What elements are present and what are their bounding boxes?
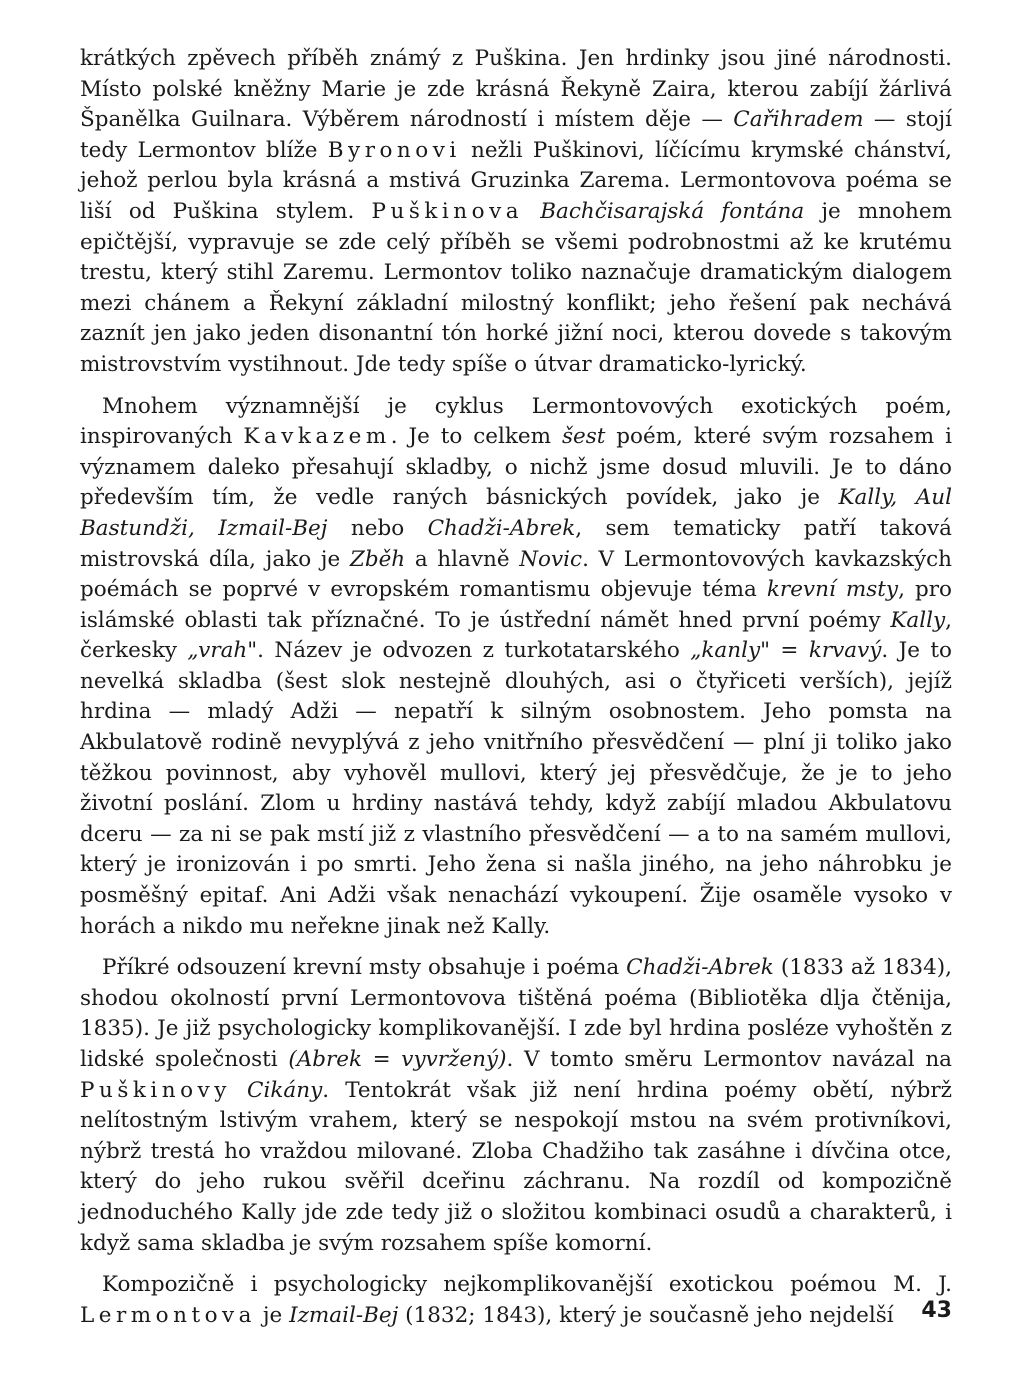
spaced-emphasis-run: Puškinova bbox=[371, 198, 524, 224]
text-run: je mnohem epičtější, vypravuje se zde celý příběh se všemi podrobnostmi až ke krutému trestu, který stihl Zaremu. Lermontov toliko naznačuje dramatickým dialogem mezi chánem a Řekyní základní milostný konflikt; jeho řešení pak nechává zaznít jen jako jeden disonantní tón horké jižní noci, kterou dovede s takovým mistrovstvím vystihnout. Jde tedy spíše o útvar dramaticko-lyrický. bbox=[80, 198, 953, 377]
text-run: nežli Puškinovi, líčícímu krymské chánství, jehož perlou byla krásná a mstivá Gruzinka Zarema. Lermontovova poéma se liší od Puškina stylem. bbox=[80, 137, 953, 224]
italic-run: Izmail-Bej bbox=[289, 1302, 399, 1328]
paragraph-4 bbox=[80, 1270, 952, 1331]
italic-run: šest bbox=[561, 424, 606, 450]
italic-run: Chadži-Abrek bbox=[427, 515, 576, 541]
italic-run: Zběh bbox=[349, 546, 406, 572]
text-run: Mnohem významnější je cyklus Lermontovových exotických poém, inspirovaných bbox=[80, 393, 952, 450]
text-run: krátkých zpěvech příběh známý z Puškina. Jen hrdinky jsou jiné národnosti. Místo polské kněžny Marie je zde krásná Řekyně Zaira, kterou zabíjí žárlivá Španělka Guilnara. Výběrem národností i místem děje — bbox=[80, 46, 952, 133]
italic-run: Chadži-Abrek bbox=[626, 955, 774, 981]
paragraph-3 bbox=[80, 953, 952, 1259]
text-run: . V Lermontovových kavkazských poémách se poprvé v evropském romantismu objevuje téma bbox=[80, 546, 952, 603]
paragraph-2 bbox=[80, 392, 952, 943]
spaced-emphasis-run: Puškinovy bbox=[80, 1077, 231, 1103]
italic-run: Novic bbox=[519, 546, 583, 572]
italic-run: Kally, Aul Bastundži, Izmail-Bej bbox=[80, 485, 952, 541]
text-run: a hlavně bbox=[405, 546, 520, 572]
text-run: Příkré odsouzení krevní msty obsahuje i poéma bbox=[102, 955, 627, 981]
text-run: nebo bbox=[327, 515, 428, 541]
spaced-emphasis-run: Lermontova bbox=[80, 1302, 257, 1328]
text-run: . Název je odvozen z turkotatarského bbox=[257, 638, 691, 664]
text-run: — stojí tedy Lermontov blíže bbox=[80, 107, 952, 163]
italic-run: Bachčisarajská fontána bbox=[540, 198, 805, 224]
page-number: 43 bbox=[921, 1298, 952, 1323]
italic-run: Cařihradem bbox=[733, 107, 864, 133]
text-run: Kompozičně i psychologicky nejkomplikovanější exotickou poémou M. J. bbox=[102, 1272, 952, 1298]
text-run bbox=[231, 1078, 247, 1103]
paragraph-1 bbox=[80, 44, 952, 381]
text-run: poém, které svým rozsahem i významem daleko přesahují skladby, o nichž jsme dosud mluvili. Je to dáno především tím, že vedle raných básnických povídek, jako je bbox=[80, 424, 952, 511]
text-run: , čerkesky bbox=[80, 607, 952, 664]
text-run: je bbox=[256, 1302, 290, 1328]
italic-run: „kanly" = krvavý bbox=[690, 638, 882, 664]
text-run: . V tomto směru Lermontov navázal na bbox=[506, 1047, 952, 1072]
text-run: , sem tematicky patří taková mistrovská díla, jako je bbox=[80, 515, 952, 572]
text-run: , pro islámské oblasti tak příznačné. To je ústřední námět hned první poémy bbox=[80, 577, 953, 633]
spaced-emphasis-run: Kavkazem bbox=[243, 424, 391, 450]
text-run: . Je to celkem bbox=[390, 424, 562, 450]
italic-run: „vrah" bbox=[187, 638, 258, 664]
spaced-emphasis-run: Byronovi bbox=[327, 137, 461, 163]
text-run: . Je to nevelká skladba (šest slok nestejně dlouhých, asi o čtyřiceti verších), jejíž hrdina — mladý Adži — nepatří k silným osobnostem. Jeho pomsta na Akbulatově rodině nevyplývá z jeho vnitřního přesvědčení — plní ji toliko jako těžkou povinnost, aby vyhověl mullovi, který jej přesvědčuje, že je to jeho životní poslání. Zlom u hrdiny nastává tehdy, když zabíjí mladou Akbulatovu dceru — za ni se pak mstí již z vlastního přesvědčení — a to na samém mullovi, který je ironizován i po smrti. Jeho žena si našla jiného, na jeho náhrobku je posměšný epitaf. Ani Adži však nenachází vykoupení. Žije osaměle vysoko v horách a nikdo mu neřekne jinak než Kally. bbox=[80, 638, 952, 939]
italic-run: krevní msty bbox=[766, 577, 899, 603]
text-run: (1832; 1843), který je současně jeho nejdelší bbox=[398, 1302, 894, 1328]
book-page bbox=[80, 44, 952, 1344]
text-run: (1833 až 1834), shodou okolností první Lermontovova tištěná poéma (Bibliotěka dlja čtěnija, 1835). Je již psychologicky komplikovanější. I zde byl hrdina posléze vyhoštěn z lidské společnosti bbox=[80, 955, 952, 1072]
text-run: . Tentokrát však již není hrdina poémy obětí, nýbrž nelítostným lstivým vrahem, který se nespokojí mstou na svém protivníkovi, nýbrž trestá ho vraždou milované. Zloba Chadžiho tak zasáhne i dívčina otce, který do jeho rukou svěřil dceřinu záchranu. Na rozdíl od kompozičně jednoduchého Kally jde zde tedy již o složitou kombinaci osudů a charakterů, i když sama skladba je svým rozsahem spíše komorní. bbox=[80, 1077, 952, 1256]
italic-run: Kally bbox=[890, 607, 946, 633]
text-run bbox=[523, 199, 540, 224]
italic-run: (Abrek = vyvržený) bbox=[288, 1047, 507, 1072]
italic-run: Cikány bbox=[247, 1077, 323, 1103]
